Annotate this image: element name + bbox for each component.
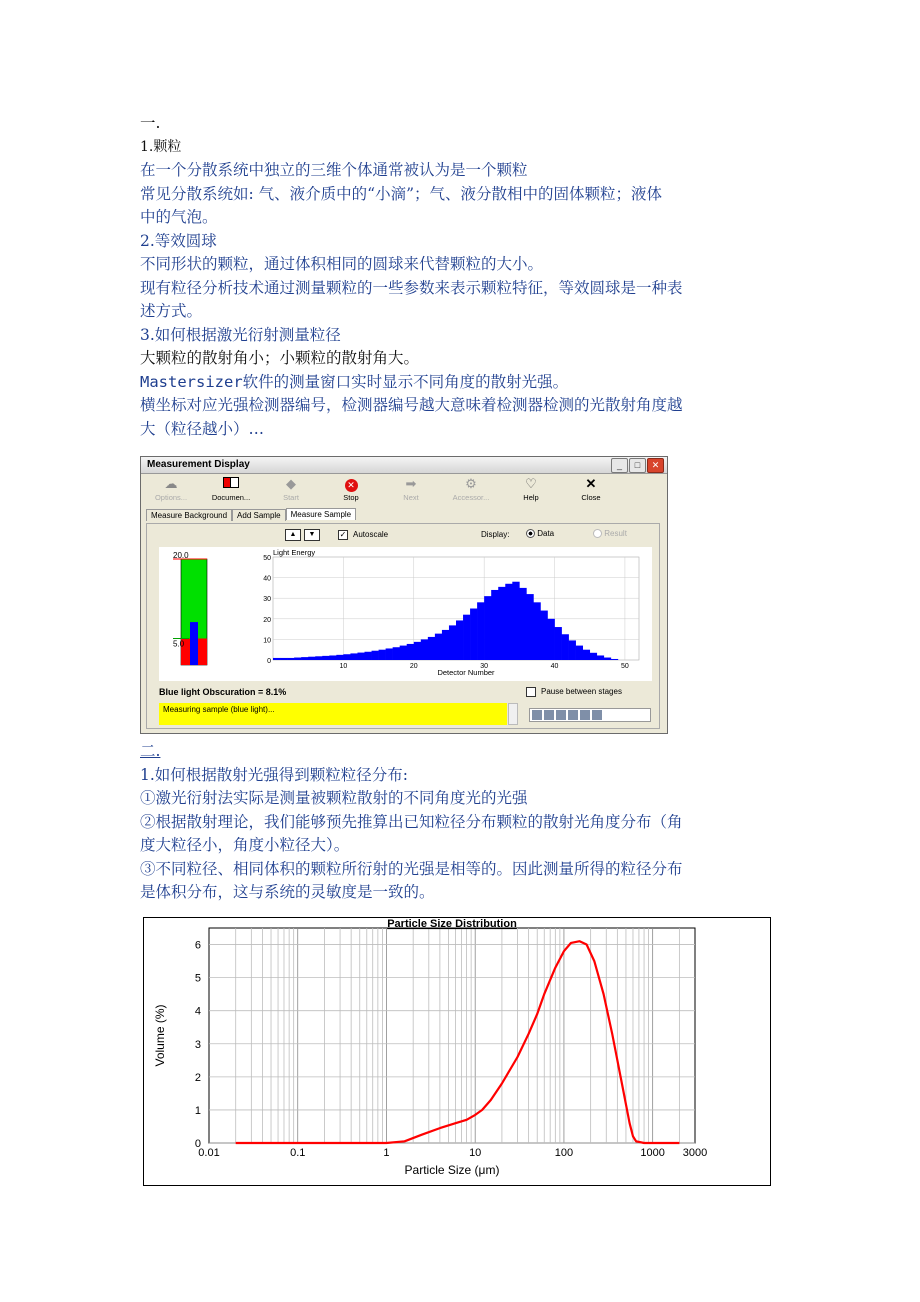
energy-xtick-label: 40 [550,663,559,670]
accessory-label: Accessor... [452,493,490,502]
energy-xtick-label: 50 [621,663,629,670]
psd-plot-frame [209,928,695,1143]
gauge-bottom-label: 5.0 [173,639,185,649]
tab-strip [146,509,356,523]
paragraph: 横坐标对应光强检测器编号，检测器编号越大意味着检测器检测的光散射角度越 [140,396,683,414]
autoscale-label: Autoscale [353,530,389,539]
paragraph: 大颗粒的散射角小；小颗粒的散射角大。 [140,349,420,367]
display-data-radio[interactable] [526,529,554,538]
energy-xtick-label: 30 [480,663,489,670]
gauge-value-bar [190,622,198,665]
energy-bar [322,656,329,660]
tab-add-sample[interactable]: Add Sample [232,509,286,521]
psd-ytick-label: 6 [194,939,201,952]
paragraph: 常见分散系统如: 气、液介质中的“小滴”；气、液分散相中的固体颗粒；液体 [140,184,662,203]
paragraph: 中的气泡。 [140,208,218,226]
paragraph: 大（粒径越小）… [140,419,265,438]
pause-checkbox[interactable] [526,687,536,697]
energy-bar [491,590,498,660]
help-label: Help [523,493,539,502]
document-icon [222,477,240,491]
energy-ytick-label: 30 [263,596,271,604]
display-result-label: Result [604,529,627,538]
document-label: Documen... [211,493,251,502]
progress-cell [580,710,590,720]
measure-sample-panel [146,523,660,729]
help-button[interactable] [501,477,561,502]
psd-ytick-label: 2 [194,1071,201,1084]
options-button[interactable] [141,477,201,502]
close-icon: ✕ [585,476,597,491]
energy-bar [498,587,505,660]
energy-ytick-label: 10 [263,637,271,645]
psd-title: Particle Size Distribution [387,918,517,930]
accessory-button[interactable] [441,477,501,502]
paragraph: ②根据散射理论，我们能够预先推算出已知粒径分布颗粒的散射光角度分布（角 [140,812,683,831]
psd-xtick-label: 100 [554,1147,574,1159]
energy-bar [273,658,280,660]
energy-x-axis-label: Detector Number [437,668,495,677]
energy-bar [569,640,576,660]
paragraph: ③不同粒径、相同体积的颗粒所衍射的光强是相等的。因此测量所得的粒径分布 [140,859,683,878]
energy-bar [357,653,364,660]
section-1-heading: 一. [140,114,161,132]
minimize-button[interactable]: _ [611,458,628,473]
psd-ytick-label: 4 [194,1005,201,1018]
maximize-button[interactable]: □ [629,458,646,473]
energy-bar [505,584,512,660]
energy-bar [604,658,611,660]
energy-bar [421,639,428,660]
energy-bar [562,634,569,660]
light-energy-chart [159,547,652,681]
stop-label: Stop [343,493,359,502]
energy-bar [287,658,294,660]
options-icon: ☁ [164,476,178,491]
energy-bar [301,657,308,660]
next-label: Next [403,493,419,502]
energy-bar [386,648,393,660]
window-titlebar [141,457,667,474]
energy-bar [512,582,519,660]
display-data-label: Data [537,529,555,538]
psd-xtick-label: 0.01 [198,1147,220,1159]
paragraph: 在一个分散系统中独立的三维个体通常被认为是一个颗粒 [140,161,528,179]
energy-bar [308,657,315,660]
tab-measure-sample[interactable]: Measure Sample [286,508,356,520]
mastersizer-term: Mastersizer [140,372,243,391]
obscuration-label: Blue light Obscuration = 8.1% [159,687,287,697]
accessory-icon: ⚙ [465,476,477,491]
paragraph: 现有粒径分析技术通过测量颗粒的一些参数来表示颗粒特征，等效圆球是一种表 [140,278,683,297]
energy-bar [294,658,301,660]
scale-down-button[interactable]: ▼ [304,529,320,541]
psd-xtick-label: 10 [469,1147,482,1159]
energy-bar [597,655,604,660]
particle-size-distribution-figure [143,917,771,1186]
energy-bar [442,630,449,660]
energy-bar [414,642,421,660]
start-button[interactable] [261,477,321,502]
next-icon: ➡ [405,476,417,491]
progress-cell [592,710,602,720]
autoscale-checkbox[interactable]: ✓ [339,530,347,539]
display-result-radio[interactable] [593,529,627,538]
energy-ytick-label: 20 [263,616,271,624]
energy-bar [576,646,583,660]
particle-size-chart [144,918,770,1185]
energy-bar [372,651,379,660]
next-button[interactable] [381,477,441,502]
energy-bar [590,653,597,660]
energy-bar [583,650,590,660]
paragraph: 度大粒径小，角度小粒径大）。 [140,836,350,854]
energy-bar [315,656,322,660]
energy-bar [456,620,463,660]
energy-bar [470,609,477,661]
energy-bar [336,655,343,660]
energy-bar [463,615,470,660]
energy-bar [533,602,540,660]
psd-ytick-label: 0 [194,1138,201,1150]
help-icon: ♡ [525,476,537,491]
stop-icon: ✕ [342,477,360,491]
energy-bar [280,658,287,660]
paragraph-text: 软件的测量窗口实时显示不同角度的散射光强。 [242,372,569,391]
document-body-section-2 [140,740,790,905]
heading-particle: 1.颗粒 [140,138,182,155]
display-label: Display: [481,530,510,539]
energy-bar [526,594,533,660]
energy-xtick-label: 10 [339,663,348,670]
energy-bar [365,652,372,660]
psd-xtick-label: 3000 [682,1147,708,1159]
progress-cell [532,710,542,720]
heading-laser-diffraction: 3.如何根据激光衍射测量粒径 [140,325,341,344]
document-body [140,112,790,441]
close-label: Close [581,493,601,502]
paragraph: ①激光衍射法实际是测量被颗粒散射的不同角度光的光强 [140,789,528,807]
status-message [159,703,507,725]
energy-bar [519,588,526,660]
energy-bar [435,634,442,660]
pause-label: Pause between stages [541,687,622,696]
stop-button[interactable] [321,477,381,502]
section-2-heading: 二. [140,742,161,760]
psd-y-axis-label: Volume (%) [153,1004,167,1067]
status-text: Measuring sample (blue light)... [163,705,275,714]
gauge-top-label: 20.0 [173,551,189,560]
scale-up-button[interactable]: ▲ [285,529,301,541]
energy-bar [343,654,350,660]
progress-cell [544,710,554,720]
measurement-display-window [140,456,668,734]
progress-cell [556,710,566,720]
energy-series-label: Light Energy [273,548,316,557]
options-label: Options... [154,493,188,502]
energy-bar [407,644,414,660]
tab-measure-background[interactable]: Measure Background [146,509,232,521]
status-scrollbar[interactable] [508,703,518,725]
energy-bar [449,625,456,660]
energy-bar [540,611,547,660]
start-icon: ◆ [286,476,296,491]
psd-xtick-label: 1000 [640,1147,665,1159]
energy-bar [350,653,357,660]
paragraph: 述方式。 [140,302,203,320]
window-title: Measurement Display [147,459,250,470]
plot-area [159,547,652,681]
psd-xtick-label: 0.1 [290,1147,306,1159]
energy-bar [555,627,562,660]
progress-cell [568,710,578,720]
psd-ytick-label: 3 [194,1038,201,1051]
paragraph [140,371,790,395]
psd-ytick-label: 1 [194,1104,201,1117]
energy-xtick-label: 20 [409,663,418,670]
toolbar [141,474,667,506]
energy-bar [484,596,491,660]
energy-bar [329,655,336,660]
document-button[interactable] [201,477,261,502]
psd-x-axis-label: Particle Size (μm) [404,1163,500,1177]
energy-bar [393,647,400,660]
psd-ytick-label: 5 [194,972,201,985]
psd-xtick-label: 1 [383,1147,390,1159]
energy-ytick-label: 40 [263,575,271,583]
paragraph: 不同形状的颗粒，通过体积相同的圆球来代替颗粒的大小。 [140,255,544,273]
start-label: Start [283,493,299,502]
window-close-button[interactable]: ✕ [647,458,664,473]
paragraph: 1.如何根据散射光强得到颗粒粒径分布: [140,765,409,784]
energy-bar [548,619,555,660]
energy-bar [400,646,407,660]
energy-ytick-label: 50 [263,555,271,562]
paragraph: 是体积分布，这与系统的灵敏度是一致的。 [140,883,435,901]
energy-ytick-label: 0 [267,658,271,665]
energy-bar [428,637,435,660]
energy-bar [611,659,618,660]
energy-bar [477,602,484,660]
heading-equivalent-sphere: 2.等效圆球 [140,231,217,250]
progress-bar [529,708,651,722]
close-button[interactable] [561,477,621,502]
energy-bar [379,650,386,660]
